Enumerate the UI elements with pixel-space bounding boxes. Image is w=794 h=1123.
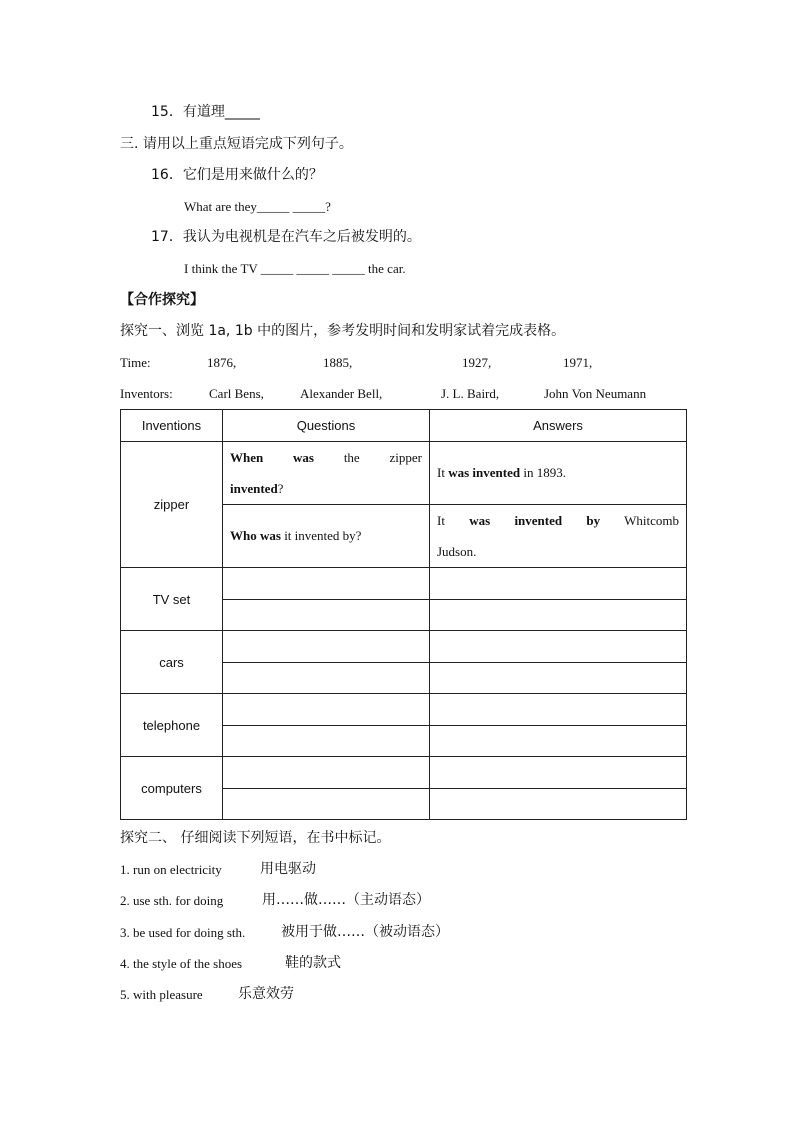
- phrase-chinese: 用……做……（主动语态）: [262, 892, 430, 908]
- inventor-name: Alexander Bell,: [300, 386, 383, 401]
- answer-blank[interactable]: [430, 663, 687, 694]
- answer-blank[interactable]: [430, 568, 687, 600]
- answer-blank[interactable]: [430, 631, 687, 663]
- answer-blank[interactable]: [430, 789, 687, 820]
- phrase-english: 4. the style of the shoes: [120, 956, 243, 971]
- question-blank[interactable]: [223, 789, 430, 820]
- question-blank[interactable]: [223, 568, 430, 600]
- question-blank[interactable]: [223, 694, 430, 726]
- inventions-table: [120, 409, 687, 820]
- table-row: [121, 631, 687, 663]
- answer-cell: [430, 505, 687, 568]
- cooperate-heading: 【合作探究】: [120, 292, 204, 308]
- time-value: 1927,: [462, 355, 492, 370]
- phrase-english: 5. with pleasure: [120, 987, 203, 1002]
- explore-2-heading: 探究二、 仔细阅读下列短语，在书中标记。: [120, 830, 391, 846]
- question-cell: [223, 442, 430, 505]
- inventors-label: Inventors:: [120, 386, 173, 401]
- invention-cars: cars: [121, 631, 223, 694]
- inventor-name: Carl Bens,: [209, 386, 264, 401]
- inventor-name: J. L. Baird,: [441, 386, 500, 401]
- invention-telephone: telephone: [121, 694, 223, 757]
- answer-blank[interactable]: [430, 600, 687, 631]
- table-row: [121, 442, 687, 505]
- question-blank[interactable]: [223, 663, 430, 694]
- item-15: 15．有道理_____: [151, 104, 260, 120]
- header-questions: Questions: [223, 410, 430, 442]
- question-line: invented?: [230, 481, 284, 496]
- invention-zipper: zipper: [121, 442, 223, 568]
- phrase-english: 1. run on electricity: [120, 862, 222, 877]
- invention-computers: computers: [121, 757, 223, 820]
- answer-blank[interactable]: [430, 757, 687, 789]
- question-blank[interactable]: [223, 726, 430, 757]
- time-value: 1876,: [207, 355, 237, 370]
- item-17-chinese: 17．我认为电视机是在汽车之后被发明的。: [151, 229, 421, 245]
- time-value: 1885,: [323, 355, 353, 370]
- section-3-heading: 三. 请用以上重点短语完成下列句子。: [120, 136, 353, 152]
- phrase-chinese: 乐意效劳: [238, 986, 294, 1002]
- phrase-english: 3. be used for doing sth.: [120, 925, 246, 940]
- phrase-chinese: 被用于做……（被动语态）: [281, 924, 449, 940]
- phrase-chinese: 用电驱动: [260, 861, 316, 877]
- item-16-english: What are they_____ _____?: [184, 199, 331, 214]
- answer-blank[interactable]: [430, 726, 687, 757]
- time-value: 1971,: [563, 355, 593, 370]
- question-blank[interactable]: [223, 757, 430, 789]
- answer-line: It was invented by Whitcomb: [437, 513, 680, 528]
- explore-1-instruction: 探究一、浏览 1a, 1b 中的图片，参考发明时间和发明家试着完成表格。: [120, 323, 566, 339]
- question-blank[interactable]: [223, 631, 430, 663]
- invention-tv-set: TV set: [121, 568, 223, 631]
- table-row: [121, 568, 687, 600]
- header-inventions: Inventions: [121, 410, 223, 442]
- answer-cell: It was invented in 1893.: [430, 442, 687, 505]
- header-answers: Answers: [430, 410, 687, 442]
- phrase-english: 2. use sth. for doing: [120, 893, 224, 908]
- table-row: [121, 694, 687, 726]
- item-17-english: I think the TV _____ _____ _____ the car.: [184, 261, 406, 276]
- inventor-name: John Von Neumann: [544, 386, 647, 401]
- answer-line: Judson.: [437, 544, 477, 559]
- item-16-chinese: 16．它们是用来做什么的？: [151, 167, 323, 183]
- question-cell: Who was it invented by?: [223, 505, 430, 568]
- answer-blank[interactable]: [430, 694, 687, 726]
- question-blank[interactable]: [223, 600, 430, 631]
- time-label: Time:: [120, 355, 151, 370]
- table-header-row: [121, 410, 687, 442]
- question-line: When was the zipper: [230, 450, 422, 465]
- table-row: [121, 757, 687, 789]
- phrase-chinese: 鞋的款式: [285, 955, 341, 971]
